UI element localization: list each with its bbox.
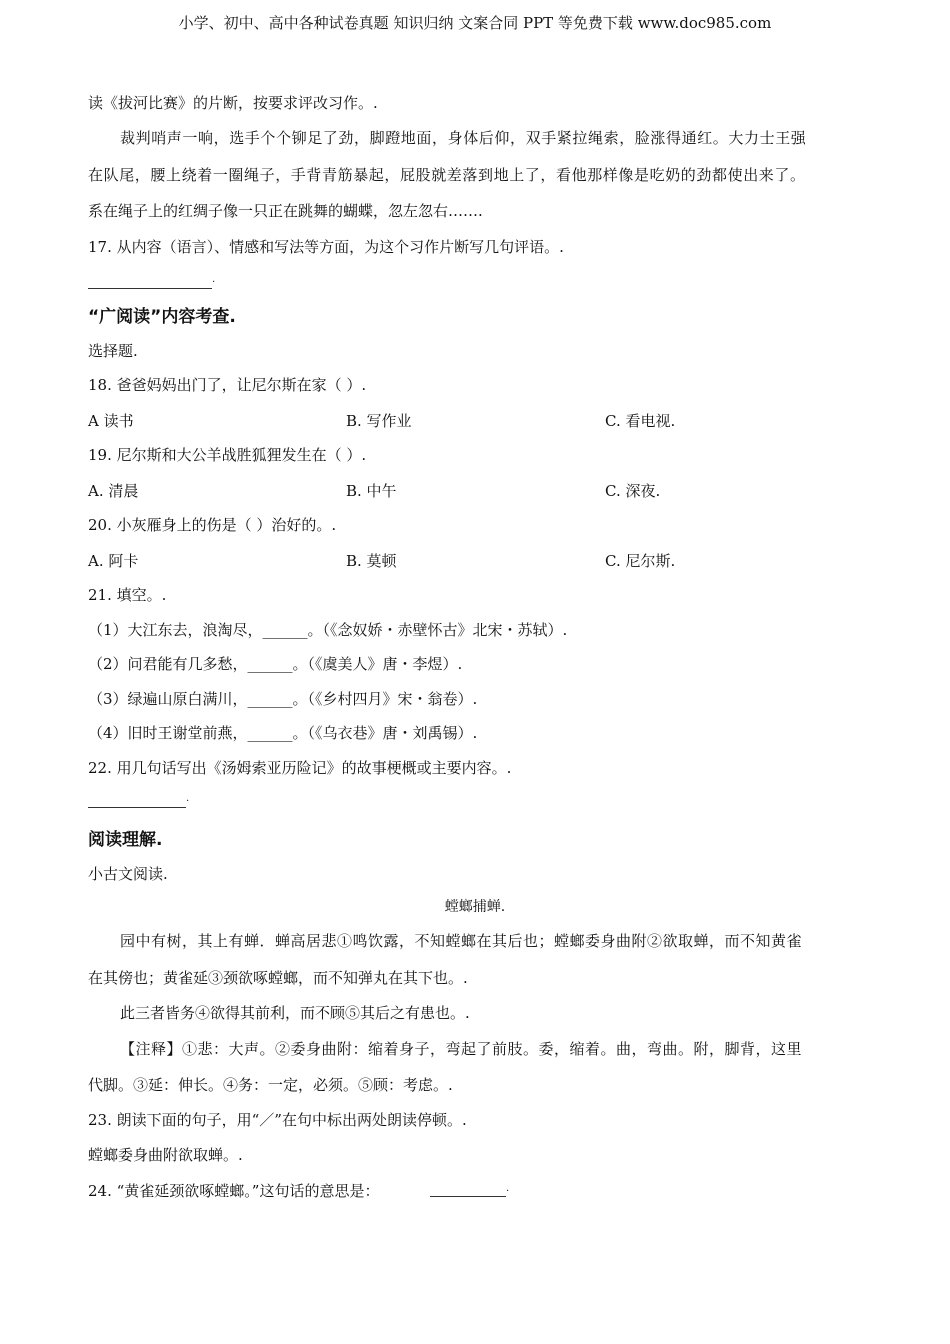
q19-option-c[interactable]: C. 深夜.	[605, 482, 661, 500]
question-17: 17. 从内容（语言）、情感和写法等方面，为这个习作片断写几句评语。.	[88, 238, 564, 256]
q20-option-c[interactable]: C. 尼尔斯.	[605, 552, 676, 570]
answer-line-22-tail: .	[186, 793, 190, 804]
question-20: 20. 小灰雁身上的伤是（ ）治好的。.	[88, 516, 337, 534]
q21-item-1[interactable]: （1）大江东去，浪淘尽，______。（《念奴娇・赤壁怀古》北宋・苏轼）.	[88, 621, 568, 639]
q19-option-a[interactable]: A. 清晨	[88, 482, 139, 500]
section3-heading: 阅读理解.	[88, 830, 163, 850]
q21-item-4[interactable]: （4）旧时王谢堂前燕，______。（《乌衣巷》唐・刘禹锡）.	[88, 724, 478, 742]
section1-intro: 读《拔河比赛》的片断，按要求评改习作。.	[88, 94, 378, 112]
classical-para1-line1: 园中有树，其上有蝉．蝉高居悲①鸣饮露，不知螳螂在其后也；螳螂委身曲附②欲取蝉，而不知黄雀	[120, 932, 803, 950]
page-banner: 小学、初中、高中各种试卷真题 知识归纳 文案合同 PPT 等免费下载 www.doc985.com	[178, 14, 772, 32]
question-23: 23. 朗读下面的句子，用“／”在句中标出两处朗读停顿。.	[88, 1111, 467, 1129]
q21-item-2[interactable]: （2）问君能有几多愁，______。（《虞美人》唐・李煜）.	[88, 655, 463, 673]
passage-line-2: 在队尾，腰上绕着一圈绳子，手背青筋暴起，屁股就差落到地上了，看他那样像是吃奶的劲都使出来了。	[88, 166, 806, 184]
question-24: 24. “黄雀延颈欲啄螳螂。”这句话的意思是：	[88, 1182, 380, 1200]
answer-line-22[interactable]	[88, 806, 186, 808]
answer-line-24[interactable]	[430, 1195, 506, 1197]
notes-line-2: 代脚。③延：伸长。④务：一定，必须。⑤顾：考虑。.	[88, 1076, 453, 1094]
section2-subheading: 选择题.	[88, 342, 138, 360]
q20-option-b[interactable]: B. 莫顿	[346, 552, 397, 570]
question-22: 22. 用几句话写出《汤姆索亚历险记》的故事梗概或主要内容。.	[88, 759, 512, 777]
answer-line-24-tail: .	[506, 1183, 510, 1194]
classical-text-title: 螳螂捕蝉.	[444, 899, 506, 915]
q18-option-c[interactable]: C. 看电视.	[605, 412, 676, 430]
q21-item-3[interactable]: （3）绿遍山原白满川，______。（《乡村四月》宋・翁卷）.	[88, 690, 478, 708]
q18-option-a[interactable]: A 读书	[88, 412, 134, 430]
answer-line-17[interactable]	[88, 287, 212, 289]
q20-option-a[interactable]: A. 阿卡	[88, 552, 139, 570]
passage-line-1: 裁判哨声一响，选手个个铆足了劲，脚蹬地面，身体后仰，双手紧拉绳索，脸涨得通红。大力士王强	[120, 129, 807, 147]
notes-line-1: 【注释】①悲：大声。②委身曲附：缩着身子，弯起了前肢。委，缩着。曲，弯曲。附，脚背，这里	[120, 1040, 803, 1058]
q23-sentence[interactable]: 螳螂委身曲附欲取蝉。.	[88, 1146, 243, 1164]
section2-heading: “广阅读”内容考查.	[88, 307, 236, 327]
q19-option-b[interactable]: B. 中午	[346, 482, 397, 500]
question-19: 19. 尼尔斯和大公羊战胜狐狸发生在（ ）.	[88, 446, 367, 464]
question-21: 21. 填空。.	[88, 586, 167, 604]
section3-subheading: 小古文阅读.	[88, 865, 168, 883]
classical-para1-line2: 在其傍也；黄雀延③颈欲啄螳螂，而不知弹丸在其下也。.	[88, 969, 468, 987]
q18-option-b[interactable]: B. 写作业	[346, 412, 412, 430]
classical-para2: 此三者皆务④欲得其前利，而不顾⑤其后之有患也。.	[120, 1004, 470, 1022]
answer-line-17-tail: .	[212, 274, 216, 285]
passage-line-3: 系在绳子上的红绸子像一只正在跳舞的蝴蝶，忽左忽右…….	[88, 202, 483, 220]
question-18: 18. 爸爸妈妈出门了，让尼尔斯在家（ ）.	[88, 376, 367, 394]
